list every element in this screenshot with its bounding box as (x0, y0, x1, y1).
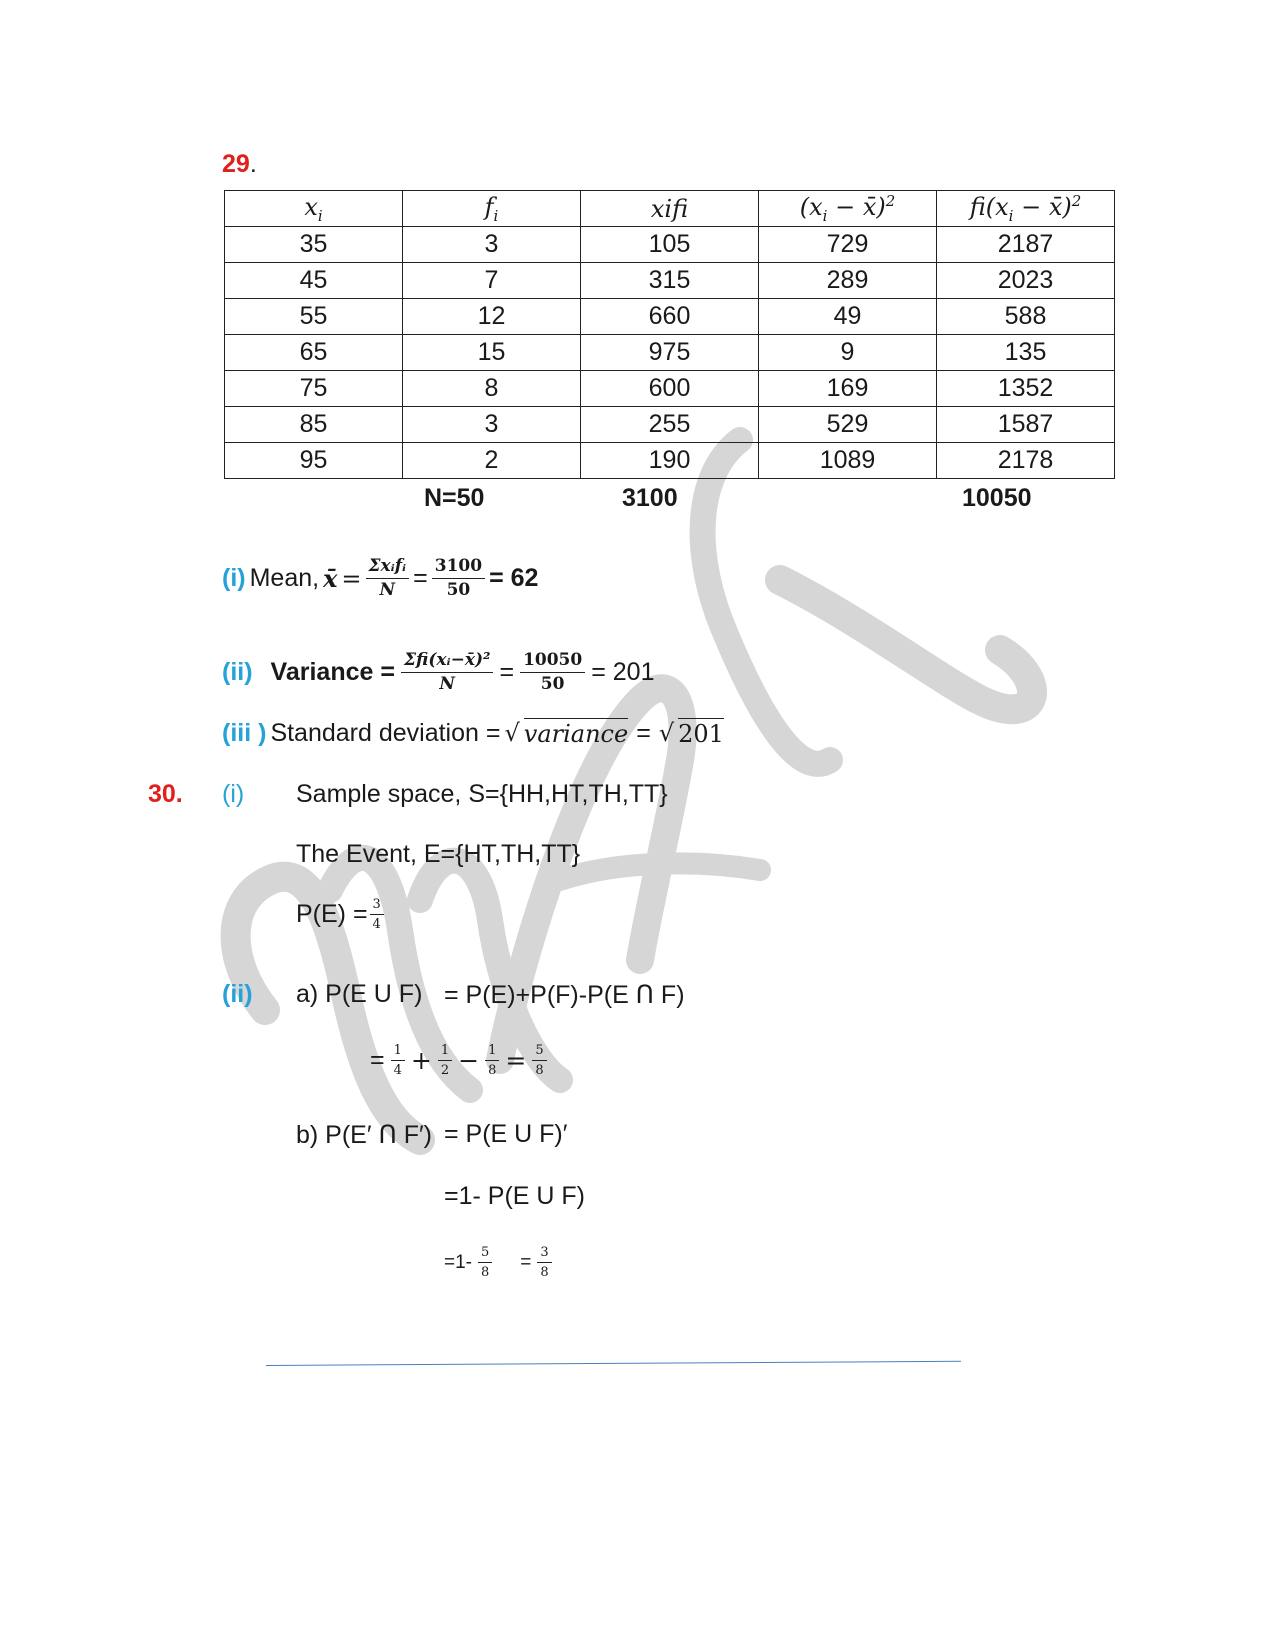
table-cell: 35 (225, 227, 403, 263)
complement-step-2 (444, 1246, 552, 1279)
table-cell: 95 (225, 443, 403, 479)
table-cell: 9 (759, 335, 937, 371)
table-cell: 12 (403, 299, 581, 335)
total-fi-deviation: 10050 (962, 484, 1032, 512)
table-cell: 105 (581, 227, 759, 263)
table-cell: 2178 (937, 443, 1115, 479)
fraction-denominator: 4 (372, 917, 381, 932)
fraction-numerator: 1 (485, 1044, 499, 1061)
sqrt-icon: √ (658, 719, 675, 747)
table-cell: 255 (581, 407, 759, 443)
table-cell: 660 (581, 299, 759, 335)
table-cell: 85 (225, 407, 403, 443)
q29-number: 29 (222, 150, 250, 178)
table-cell: 8 (403, 371, 581, 407)
complement-prefix: =1- (444, 1251, 472, 1273)
table-cell: 3 (403, 227, 581, 263)
fraction (438, 1044, 452, 1077)
table-header-row (225, 191, 1115, 227)
fraction (537, 1246, 551, 1279)
equals-sign: = (636, 718, 651, 747)
union-lhs: a) P(E U F) (296, 980, 423, 1008)
mean-text: Mean, (249, 564, 320, 592)
table-cell: 2023 (937, 263, 1115, 299)
table-row (225, 263, 1115, 299)
equals-sign: = (505, 1046, 527, 1075)
table-cell: 55 (225, 299, 403, 335)
table-cell: 75 (225, 371, 403, 407)
table-row (225, 227, 1115, 263)
header-fi-deviation-sq: $fi(x_i$ − x̄)$^2$ (937, 191, 1115, 227)
fraction-numerator: Σfi(xᵢ−x̄)² (401, 652, 494, 673)
table-cell: 529 (759, 407, 937, 443)
equals-sign: = (499, 658, 515, 686)
fraction (478, 1246, 492, 1279)
table-cell: 289 (759, 263, 937, 299)
fraction-denominator: 8 (481, 1265, 490, 1280)
header-xi: $x_i$ (225, 191, 403, 227)
complement-rhs: = P(E U F)′ (444, 1120, 568, 1148)
mean-fraction (366, 558, 410, 599)
mean-result: = 62 (489, 564, 539, 592)
table-cell: 1587 (937, 407, 1115, 443)
fraction-numerator: 5 (532, 1044, 546, 1061)
table-cell: 135 (937, 335, 1115, 371)
sqrt-variance-arg: variance (523, 720, 629, 748)
fraction-numerator: 1 (391, 1044, 405, 1061)
std-dev-formula (222, 718, 724, 748)
fraction-denominator: 2 (440, 1063, 450, 1078)
variance-fraction (401, 652, 494, 693)
fraction-numerator: 3 (537, 1246, 551, 1263)
fraction-denominator: 8 (535, 1063, 544, 1078)
table-cell: 45 (225, 263, 403, 299)
xbar-symbol: x̄ (323, 564, 338, 593)
sample-space-line: Sample space, S={HH,HT,TH,TT} (296, 780, 668, 808)
table-cell: 588 (937, 299, 1115, 335)
table-cell: 169 (759, 371, 937, 407)
fraction-denominator: N (439, 674, 455, 694)
fraction-denominator: 4 (393, 1063, 402, 1078)
variance-text: Variance = (270, 658, 395, 686)
fraction-denominator: 50 (540, 674, 565, 694)
fraction-numerator: Σxᵢfᵢ (366, 558, 410, 579)
variance-result: = 201 (591, 658, 655, 686)
table-cell: 975 (581, 335, 759, 371)
equals-sign: = (341, 564, 362, 593)
equals-sign: = (520, 1251, 532, 1273)
part-ii-label: (ii) (222, 658, 253, 686)
total-n: N=50 (424, 484, 485, 512)
probability-e (296, 898, 384, 931)
fraction-numerator: 3 (370, 898, 384, 915)
q30-part-ii-label: (ii) (222, 980, 253, 1008)
mean-formula (222, 558, 538, 599)
table-row (225, 299, 1115, 335)
frequency-table (224, 190, 1115, 479)
pe-fraction (370, 898, 384, 931)
complement-step-1: =1- P(E U F) (444, 1182, 585, 1210)
table-cell: 7 (403, 263, 581, 299)
total-xifi: 3100 (622, 484, 678, 512)
sqrt-icon: √ (504, 719, 520, 747)
table-cell: 600 (581, 371, 759, 407)
table-cell: 3 (403, 407, 581, 443)
table-cell: 1089 (759, 443, 937, 479)
fraction-denominator: N (379, 580, 396, 600)
table-cell: 2187 (937, 227, 1115, 263)
table-cell: 49 (759, 299, 937, 335)
table-row (225, 443, 1115, 479)
table-cell: 315 (581, 263, 759, 299)
header-fi: $f_i$ (403, 191, 581, 227)
fraction-denominator: 50 (446, 580, 471, 600)
part-i-label: (i) (222, 564, 246, 592)
q29-dot: . (249, 150, 257, 178)
fraction-numerator: 3100 (432, 558, 485, 579)
union-rhs: = P(E)+P(F)-P(E Ո F) (444, 981, 685, 1009)
table-cell: 190 (581, 443, 759, 479)
complement-lhs: b) P(E′ Ո F′) (296, 1121, 433, 1149)
event-line: The Event, E={HT,TH,TT} (296, 840, 581, 868)
table-row (225, 407, 1115, 443)
table-row (225, 371, 1115, 407)
table-cell: 15 (403, 335, 581, 371)
fraction-numerator: 5 (478, 1246, 492, 1263)
table-cell: 1352 (937, 371, 1115, 407)
table-cell: 2 (403, 443, 581, 479)
header-deviation-sq: ($x_i$ − x̄)$^2$ (759, 191, 937, 227)
header-xifi: xifi (581, 191, 759, 227)
pe-text: P(E) = (296, 900, 368, 928)
union-calculation (370, 1044, 547, 1077)
variance-value-fraction (520, 652, 585, 693)
table-cell: 729 (759, 227, 937, 263)
std-dev-text: Standard deviation = (270, 718, 501, 747)
q30-part-i-label: (i) (222, 780, 245, 808)
fraction-numerator: 10050 (520, 652, 585, 673)
fraction-numerator: 1 (438, 1044, 452, 1061)
fraction-denominator: 8 (540, 1265, 549, 1280)
question-29-number (222, 150, 257, 179)
minus-sign: − (458, 1046, 480, 1075)
fraction (391, 1044, 405, 1077)
fraction (532, 1044, 546, 1077)
variance-formula (222, 652, 654, 693)
mean-value-fraction (432, 558, 485, 599)
q30-number: 30. (148, 780, 183, 808)
table-cell: 65 (225, 335, 403, 371)
sqrt-201-arg: 201 (678, 720, 724, 748)
plus-sign: + (410, 1046, 432, 1075)
table-row (225, 335, 1115, 371)
fraction-denominator: 8 (488, 1063, 497, 1078)
part-iii-label: (iii ) (222, 718, 267, 747)
equals-sign: = (413, 564, 428, 592)
equals-sign: = (370, 1046, 385, 1074)
fraction (485, 1044, 499, 1077)
